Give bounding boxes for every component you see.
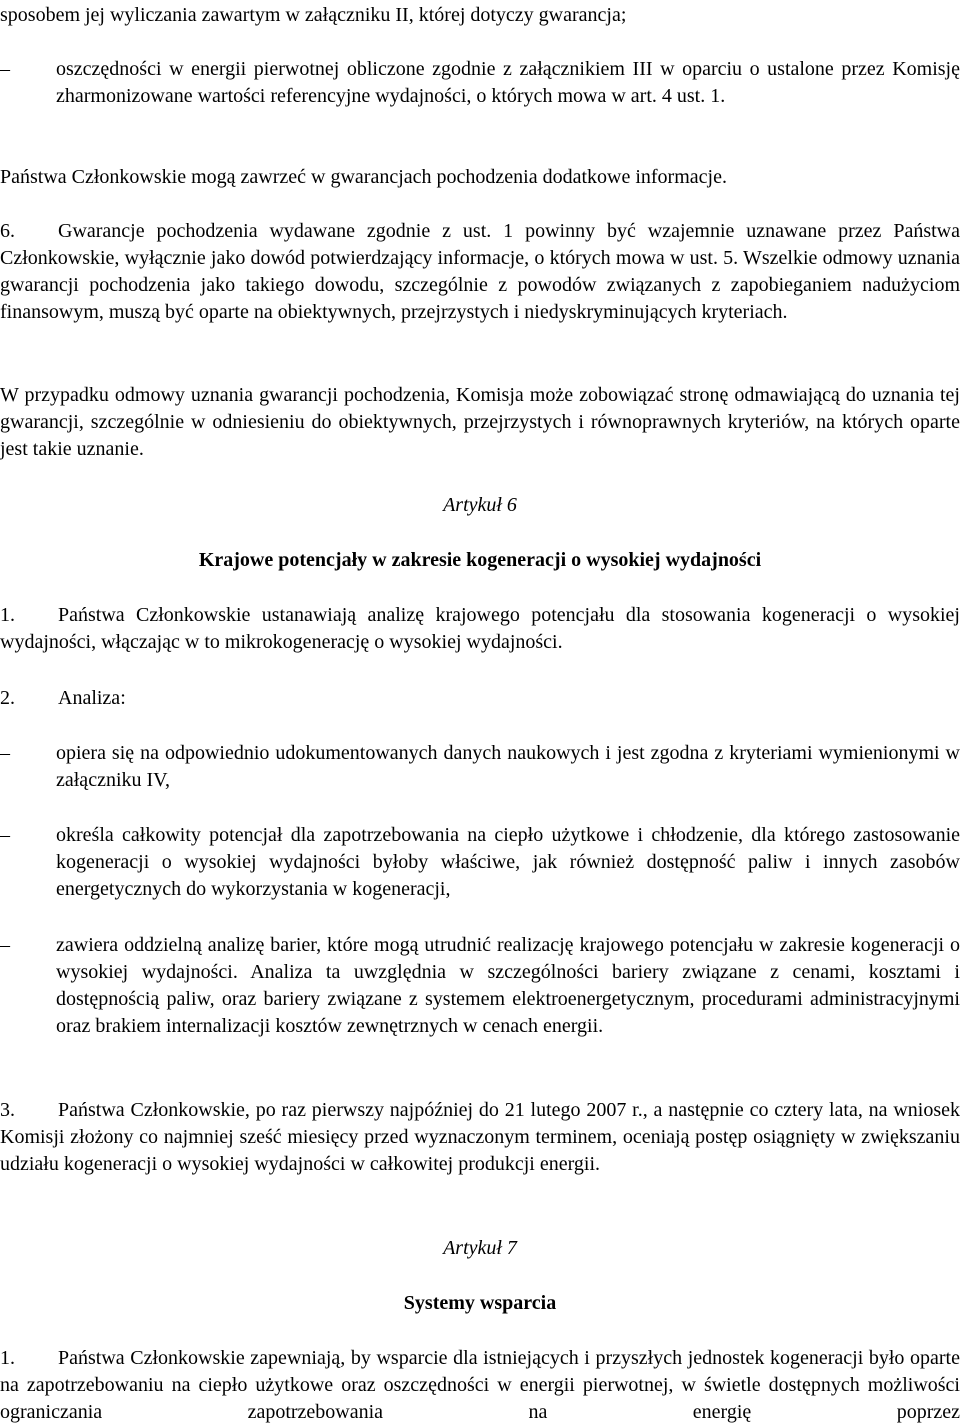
refusal-paragraph: W przypadku odmowy uznania gwarancji pochodzenia, Komisja może zobowiązać stronę odmawiającą do uznania tej gwarancji, szczególnie w odniesieniu do obiektywnych, przejrzystych i równoprawnych kryteriów, na których oparte jest takie uznanie. (0, 384, 960, 460)
point-number: 3. (0, 1099, 15, 1121)
dash-bullet: – (0, 742, 10, 764)
article-6-point-3 (0, 1097, 960, 1178)
dash-list-item (0, 56, 960, 110)
dash-bullet: – (0, 58, 10, 80)
article-7-point-1 (0, 1345, 960, 1426)
intro-paragraph: sposobem jej wyliczania zawartym w załączniku II, której dotyczy gwarancja; (0, 4, 627, 26)
article-6-heading: Artykuł 6 (443, 494, 517, 516)
additional-info-paragraph: Państwa Członkowskie mogą zawrzeć w gwarancjach pochodzenia dodatkowe informacje. (0, 166, 727, 188)
dash-list-item (0, 822, 960, 903)
article-7-heading: Artykuł 7 (443, 1237, 517, 1259)
article-6-point-1 (0, 602, 960, 656)
article-6-point-2 (0, 685, 960, 712)
article-6-title: Krajowe potencjały w zakresie kogeneracji o wysokiej wydajności (198, 549, 762, 571)
article-7-point-1-body (0, 1345, 960, 1426)
article-6-point-1-body (0, 602, 960, 656)
article-6-point-2-body (0, 685, 960, 712)
article-7-title: Systemy wsparcia (403, 1292, 557, 1314)
point-number: 1. (0, 604, 15, 626)
dash-bullet: – (0, 824, 10, 846)
point-6-paragraph (0, 218, 960, 326)
dash-item-text: opiera się na odpowiednio udokumentowanych danych naukowych i jest zgodna z kryteriami wymienionymi w załączniku IV, (56, 742, 960, 791)
dash-list-item (0, 932, 960, 1040)
point-number: 1. (0, 1347, 15, 1369)
article-6-point-3-text: Państwa Członkowskie, po raz pierwszy najpóźniej do 21 lutego 2007 r., a następnie co cztery lata, na wniosek Komisji złożony co najmniej sześć miesięcy przed wyznaczonym terminem, oceniają postęp osiągnięty w zwiększaniu udziału kogeneracji o wysokiej wydajności w całkowitej produkcji energii. (0, 1099, 960, 1175)
point-6-text: Gwarancje pochodzenia wydawane zgodnie z ust. 1 powinny być wzajemnie uznawane przez Państwa Członkowskie, wyłącznie jako dowód potwierdzający informacje, o których mowa w ust. 5. Wszelkie odmowy uznania gwarancji pochodzenia jako takiego dowodu, szczególnie z powodów związanych z zapobieganiem nadużyciom finansowym, muszą być oparte na obiektywnych, przejrzystych i niedyskryminujących kryteriach. (0, 220, 960, 323)
dash-bullet: – (0, 934, 10, 956)
point-6-body (0, 218, 960, 326)
dash-item-text: określa całkowity potencjał dla zapotrzebowania na ciepło użytkowe i chłodzenie, dla którego zastosowanie kogeneracji o wysokiej wydajności byłoby właściwe, jak również dostępność paliw i innych zasobów energetycznych do wykorzystania w kogeneracji, (56, 824, 960, 900)
article-6-point-2-text: Analiza: (58, 687, 126, 709)
dash-item-text: zawiera oddzielną analizę barier, które mogą utrudnić realizację krajowego potencjału w zakresie kogeneracji o wysokiej wydajności. Analiza ta uwzględnia w szczególności bariery związane z cenami, kosztami i dostępnością paliw, oraz bariery związane z systemem elektroenergetycznym, procedurami administracyjnymi oraz brakiem internalizacji kosztów zewnętrznych w cenach energii. (56, 934, 960, 1037)
point-number: 2. (0, 687, 15, 709)
dash-item-text: oszczędności w energii pierwotnej obliczone zgodnie z załącznikiem III w oparciu o ustalone przez Komisję zharmonizowane wartości referencyjne wydajności, o których mowa w art. 4 ust. 1. (56, 58, 960, 107)
article-6-point-1-text: Państwa Członkowskie ustanawiają analizę krajowego potencjału dla stosowania kogeneracji o wysokiej wydajności, włączając w to mikrokogenerację o wysokiej wydajności. (0, 604, 960, 653)
dash-list-item (0, 740, 960, 794)
article-7-point-1-text: Państwa Członkowskie zapewniają, by wsparcie dla istniejących i przyszłych jednostek kogeneracji było oparte na zapotrzebowaniu na ciepło użytkowe oraz oszczędności w energii pierwotnej, w świetle dostępnych możliwości ograniczania zapotrzebowania na energię poprzez (0, 1347, 960, 1423)
point-number: 6. (0, 220, 15, 242)
article-6-point-3-body (0, 1097, 960, 1178)
